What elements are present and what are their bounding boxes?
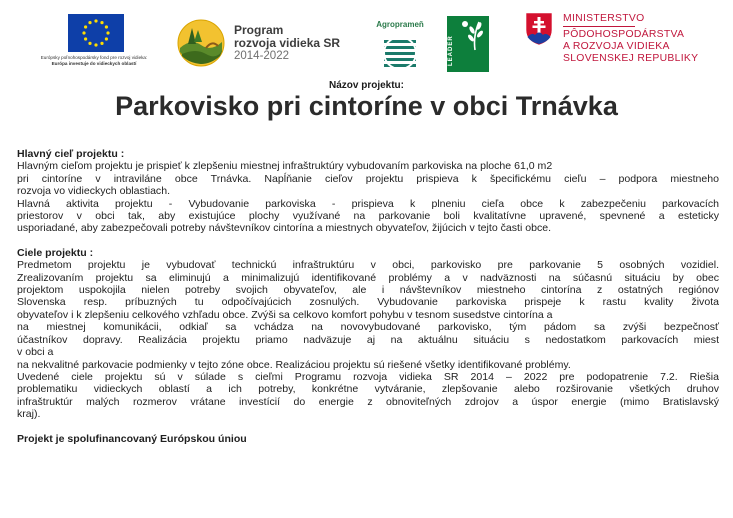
- goals-line: problematiku vidieckych oblastí a ich potreby, konkrétne vytváranie, zlepšovanie alebo rozširovanie všetkých druhov: [17, 383, 719, 396]
- slovak-crest-icon: [525, 12, 553, 46]
- ministry-divider: [563, 26, 635, 27]
- leader-logo: LEADER: [447, 16, 489, 72]
- ministry-line1: MINISTERSTVO: [563, 13, 645, 24]
- prv-landscape-icon: [176, 18, 226, 68]
- main-goal-line: rozvoja vo vidieckych oblastiach.: [17, 185, 171, 198]
- goals-line: účastníkov dopravy. Realizácia projektu priamo nadväzuje aj na aktuálnu situáciu s nedostatkom parkovacích miest: [17, 333, 719, 346]
- eu-logo: [26, 14, 162, 67]
- project-title: Parkovisko pri cintoríne v obci Trnávka: [115, 91, 618, 121]
- goals-line: Predmetom projektu je vybudovať technickú infraštruktúru v obci, parkovisko pre parkovanie 5 osobných vozidiel.: [17, 259, 719, 272]
- agropramen-logo: [368, 20, 432, 74]
- prv-line2: rozvoja vidieka SR: [234, 36, 341, 50]
- main-goal-line: priestorov v obci tak, aby existujúce plochy využívané na parkovanie boli kvalitatívne upravené, spevnené a esteticky: [17, 210, 719, 223]
- main-goal-line: pri cintoríne v intraviláne obce Trnávka. Napĺňanie cieľov projektu prispieva k špecifickému cieľu – podpora miestneho: [17, 172, 719, 185]
- goals-heading: Ciele projektu :: [17, 246, 94, 259]
- main-goal-heading: Hlavný cieľ projektu :: [17, 148, 125, 160]
- ministry-line4: SLOVENSKEJ REPUBLIKY: [563, 53, 699, 64]
- goals-line: na miestnej komunikácii, odkiaľ sa vchádza na novovybudované parkovisko, tým pádom sa zvýši bezpečnosť: [17, 321, 719, 334]
- main-goal-line: usporiadané, aby zabezpečovali potreby návštevníkov cintorína a miestnych obyvateľov, žijúcich v tejto časti obce.: [17, 222, 552, 235]
- project-description: [17, 148, 719, 445]
- agropramen-globe-icon: [368, 29, 432, 73]
- eu-caption-line2: Európa investuje do vidieckych oblastí: [51, 61, 137, 66]
- goals-line: projektom uspokojila nielen potreby svojich obyvateľov, ale i návštevníkov miestneho cintorína z ostatných regiónov: [17, 284, 719, 297]
- prv-logo: [176, 18, 376, 68]
- goals-line: na nekvalitné parkovacie podmienky v tejto zóne obce. Realizáciou projektu sú riešené všetky identifikované problémy.: [17, 358, 571, 371]
- prv-line3: 2014-2022: [234, 50, 289, 62]
- agropramen-name: Agroprameň: [376, 20, 424, 29]
- eu-caption-line1: Európsky poľnohospodársky fond pre rozvoj vidieka:: [40, 55, 148, 60]
- goals-line: obyvateľov i k zlepšeniu celkového vzhľadu obce. Zvýši sa celkovo komfort pohybu v tesnom susedstve cintorína a: [17, 308, 553, 321]
- project-name-label: Názov projektu:: [328, 80, 404, 91]
- prv-line1: Program: [234, 23, 284, 37]
- main-goal-line: Hlavná aktivita projektu - Vybudovanie parkoviska - prispieva k plneniu cieľa obce k zabezpečeniu parkovacích: [17, 197, 719, 210]
- ministry-line2: PÔDOHOSPODÁRSTVA: [563, 29, 685, 40]
- goals-line: infraštruktúr malých rozmerov vrátane investícií do energie z obnoviteľných zdrojov a úspor energie (mimo Bratislavský: [17, 395, 719, 408]
- cofinancing-note: Projekt je spolufinancovaný Európskou úniou: [17, 432, 247, 445]
- ministry-line3: A ROZVOJA VIDIEKA: [563, 41, 670, 52]
- goals-line: Slovenska resp. príbuzných tu odpočívajúcich zosnulých. Vybudovanie parkoviska prispeje k rastu kvality života: [17, 296, 719, 309]
- eu-flag-icon: [68, 14, 124, 52]
- goals-line: v obci a: [17, 346, 54, 359]
- goals-line: kraj).: [17, 408, 41, 421]
- goals-line: Uvedené ciele projektu sú v súlade s cieľmi Programu rozvoja vidieka SR 2014 – 2022 pre podopatrenie 7.2. Riešia: [17, 370, 719, 383]
- ministry-logo: [525, 12, 725, 72]
- goals-line: Zrealizovaním projektu sa eliminujú a minimalizujú identifikované problémy a v nadväznosti na súčasnú situáciu by obec: [17, 271, 719, 284]
- main-goal-line: Hlavným cieľom projektu je prispieť k zlepšeniu miestnej infraštruktúry vybudovaním parkoviska na ploche 61,0 m2: [17, 160, 553, 173]
- logo-bar: [0, 0, 733, 78]
